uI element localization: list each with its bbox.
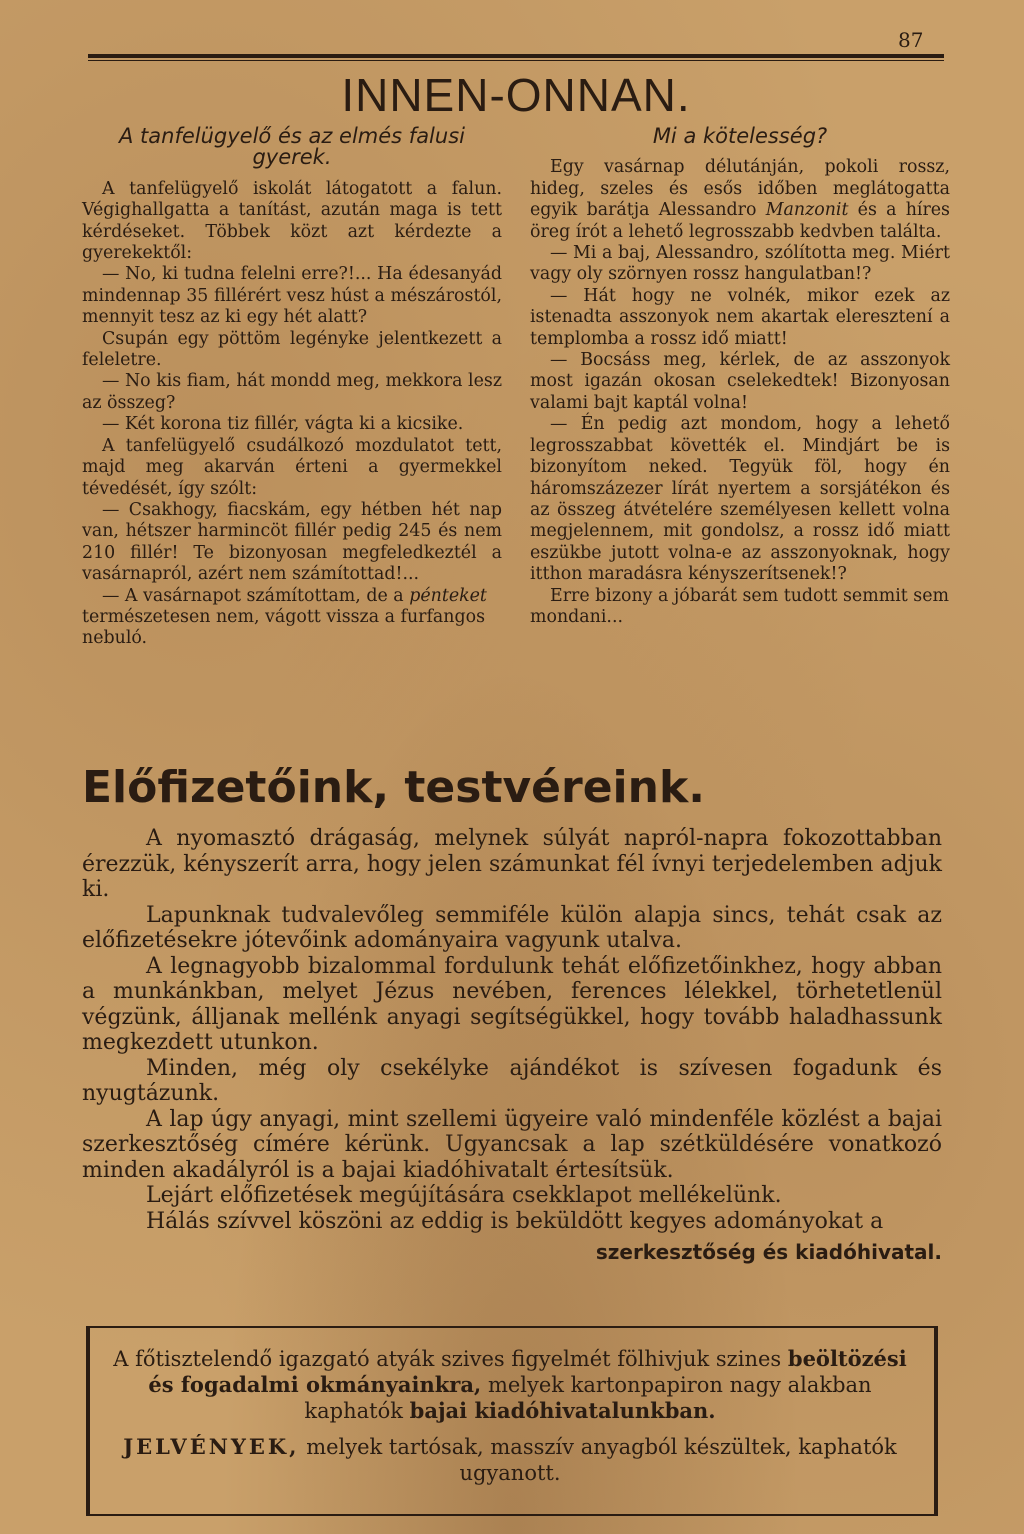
left-paragraph: — No kis fiam, hát mondd meg, mekkora lesz az összeg? — [82, 371, 502, 413]
appeal-paragraph: Lejárt előfizetések megújítására csekklapot mellékelünk. — [146, 1183, 782, 1208]
left-final-part2: természetesen nem, vágott vissza a furfangos nebuló. — [82, 606, 485, 649]
right-paragraph: — Bocsáss meg, kérlek, de az asszonyok most igazán okosan cselekedtek! Bizonyosan valami bajt kaptál volna! — [530, 350, 950, 413]
notice-box — [100, 1346, 920, 1486]
section-title: INNEN-ONNAN. — [341, 69, 691, 121]
appeal-signature: szerkesztőség és kiadóhivatal. — [595, 1240, 942, 1264]
notice-part2: beöltözési és fogadalmi okmányainkra, — [148, 1346, 907, 1397]
left-paragraph: — Csakhogy, fiacskám, egy hétben hét nap van, hétszer harmincöt fillér pedig 245 és nem 210 fillér! Te bizonyosan megfeledkeztél a vasárnapról, azért nem számítottad!... — [82, 499, 502, 585]
right-paragraph — [530, 157, 950, 243]
right-article — [530, 126, 950, 628]
notice-right-border — [934, 1326, 938, 1516]
right-paragraph: Erre bizony a jóbarát sem tudott semmit sem mondani... — [530, 585, 949, 627]
notice-jelvenyek — [100, 1434, 920, 1486]
top-rule — [88, 54, 944, 58]
right-paragraph: — Hát hogy ne volnék, mikor ezek az istenadta asszonyok nem akartak eleresztení a templomba a rossz idő miatt! — [530, 285, 950, 349]
left-final-part1: — A vasárnapot számítottam, de a — [102, 585, 404, 606]
appeal-paragraph: Minden, még oly csekélyke ajándékot is szívesen fogadunk és nyugtázunk. — [82, 1055, 942, 1106]
page-number: 87 — [898, 28, 924, 52]
left-paragraph: — Két korona tiz fillér, vágta ki a kicsike. — [102, 414, 464, 435]
right-p1-part1: Egy vasárnap délutánján, pokoli rossz, hideg, szeles és esős időben meglátogatta egyik barátja Alessandro — [530, 157, 950, 221]
top-rule-thin — [88, 60, 944, 61]
appeal-body — [82, 826, 942, 1266]
appeal-paragraph: Lapunknak tudvalevőleg semmiféle külön alapja sincs, tehát csak az előfizetésekre jótevőink adományaira vagyunk utalva. — [82, 902, 942, 953]
left-paragraph: — No, ki tudna felelni erre?!... Ha édesanyád mindennap 35 fillérért vesz húst a mészárostól, mennyit tesz az ki egy hét alatt? — [82, 264, 502, 328]
appeal-paragraph: Hálás szívvel köszöni az eddig is beküldött kegyes adományokat a — [146, 1208, 884, 1234]
notice-bottom-rule — [86, 1514, 938, 1516]
notice-part3: melyek kartonpapiron nagy alakban kaphatók — [304, 1373, 872, 1423]
jelvenyek-text: melyek tartósak, masszív anyagból készültek, kaphatók ugyanott. — [306, 1435, 897, 1485]
left-paragraph: A tanfelügyelő csudálkozó mozdulatot tett, majd meg akarván érteni a gyermekkel tévedését, így szólt: — [82, 435, 502, 499]
notice-part4: bajai kiadóhivatalunkban. — [409, 1398, 716, 1423]
appeal-title: Előfizetőink, testvéreink. — [82, 762, 705, 813]
right-article-heading: Mi a kötelesség? — [652, 124, 828, 148]
notice-top-rule — [86, 1326, 938, 1328]
appeal-paragraph: A legnagyobb bizalommal fordulunk tehát előfizetőinkhez, hogy abban a munkánkban, melyet Jézus nevében, ferences lélekkel, törhetetlenül végzünk, álljanak mellénk anyagi segítségükkel, hogy tovább haladhassunk megkezdett utunkon. — [82, 953, 942, 1055]
left-paragraph: Csupán egy pöttöm legényke jelentkezett a feleletre. — [82, 328, 502, 371]
left-paragraph-final — [82, 586, 502, 650]
left-article-heading: A tanfelügyelő és az elmés falusi gyerek. — [119, 124, 465, 170]
notice-left-border — [86, 1326, 90, 1516]
jelvenyek-word: JELVÉNYEK, — [123, 1434, 300, 1459]
appeal-paragraph: A lap úgy anyagi, mint szellemi ügyeire való mindenféle közlést a bajai szerkesztőség címére kérünk. Ugyancsak a lap szétküldésére vonatkozó minden akadályról is a bajai kiadóhivatalt értesítsük. — [82, 1106, 942, 1183]
right-p1-part2: és a híres öreg írót a lehető legrosszabb kedvben találta. — [530, 200, 950, 242]
right-paragraph: — Mi a baj, Alessandro, szólította meg. Miért vagy oly szörnyen rossz hangulatban!? — [530, 243, 950, 285]
right-paragraph: — Én pedig azt mondom, hogy a lehető legrosszabbat követték el. Mindjárt be is bizonyítom neked. Tegyük föl, hogy én háromszázezer lírát nyertem a sorsjátékon és az összeg átvételére személyesen kellett volna megjelennem, mit gondolsz, a rossz idő miatt eszükbe jutott volna-e az asszonyoknak, hogy itthon maradásra kényszerítsenek!? — [530, 414, 950, 585]
notice-text — [100, 1346, 920, 1424]
italic-word: pénteket — [409, 585, 487, 606]
left-article — [82, 126, 502, 650]
left-paragraph: A tanfelügyelő iskolát látogatott a falun. Végighallgatta a tanítást, azután maga is tett kérdéseket. Többek közt azt kérdezte a gyerekektől: — [82, 178, 502, 264]
appeal-paragraph: A nyomasztó drágaság, melynek súlyát napról-napra fokozottabban érezzük, kényszerít arra, hogy jelen számunkat fél ívnyi terjedelemben adjuk ki. — [82, 826, 942, 902]
notice-part1: A főtisztelendő igazgató atyák szives figyelmét fölhivjuk szines — [113, 1347, 782, 1371]
italic-name: Manzonit — [765, 200, 849, 221]
